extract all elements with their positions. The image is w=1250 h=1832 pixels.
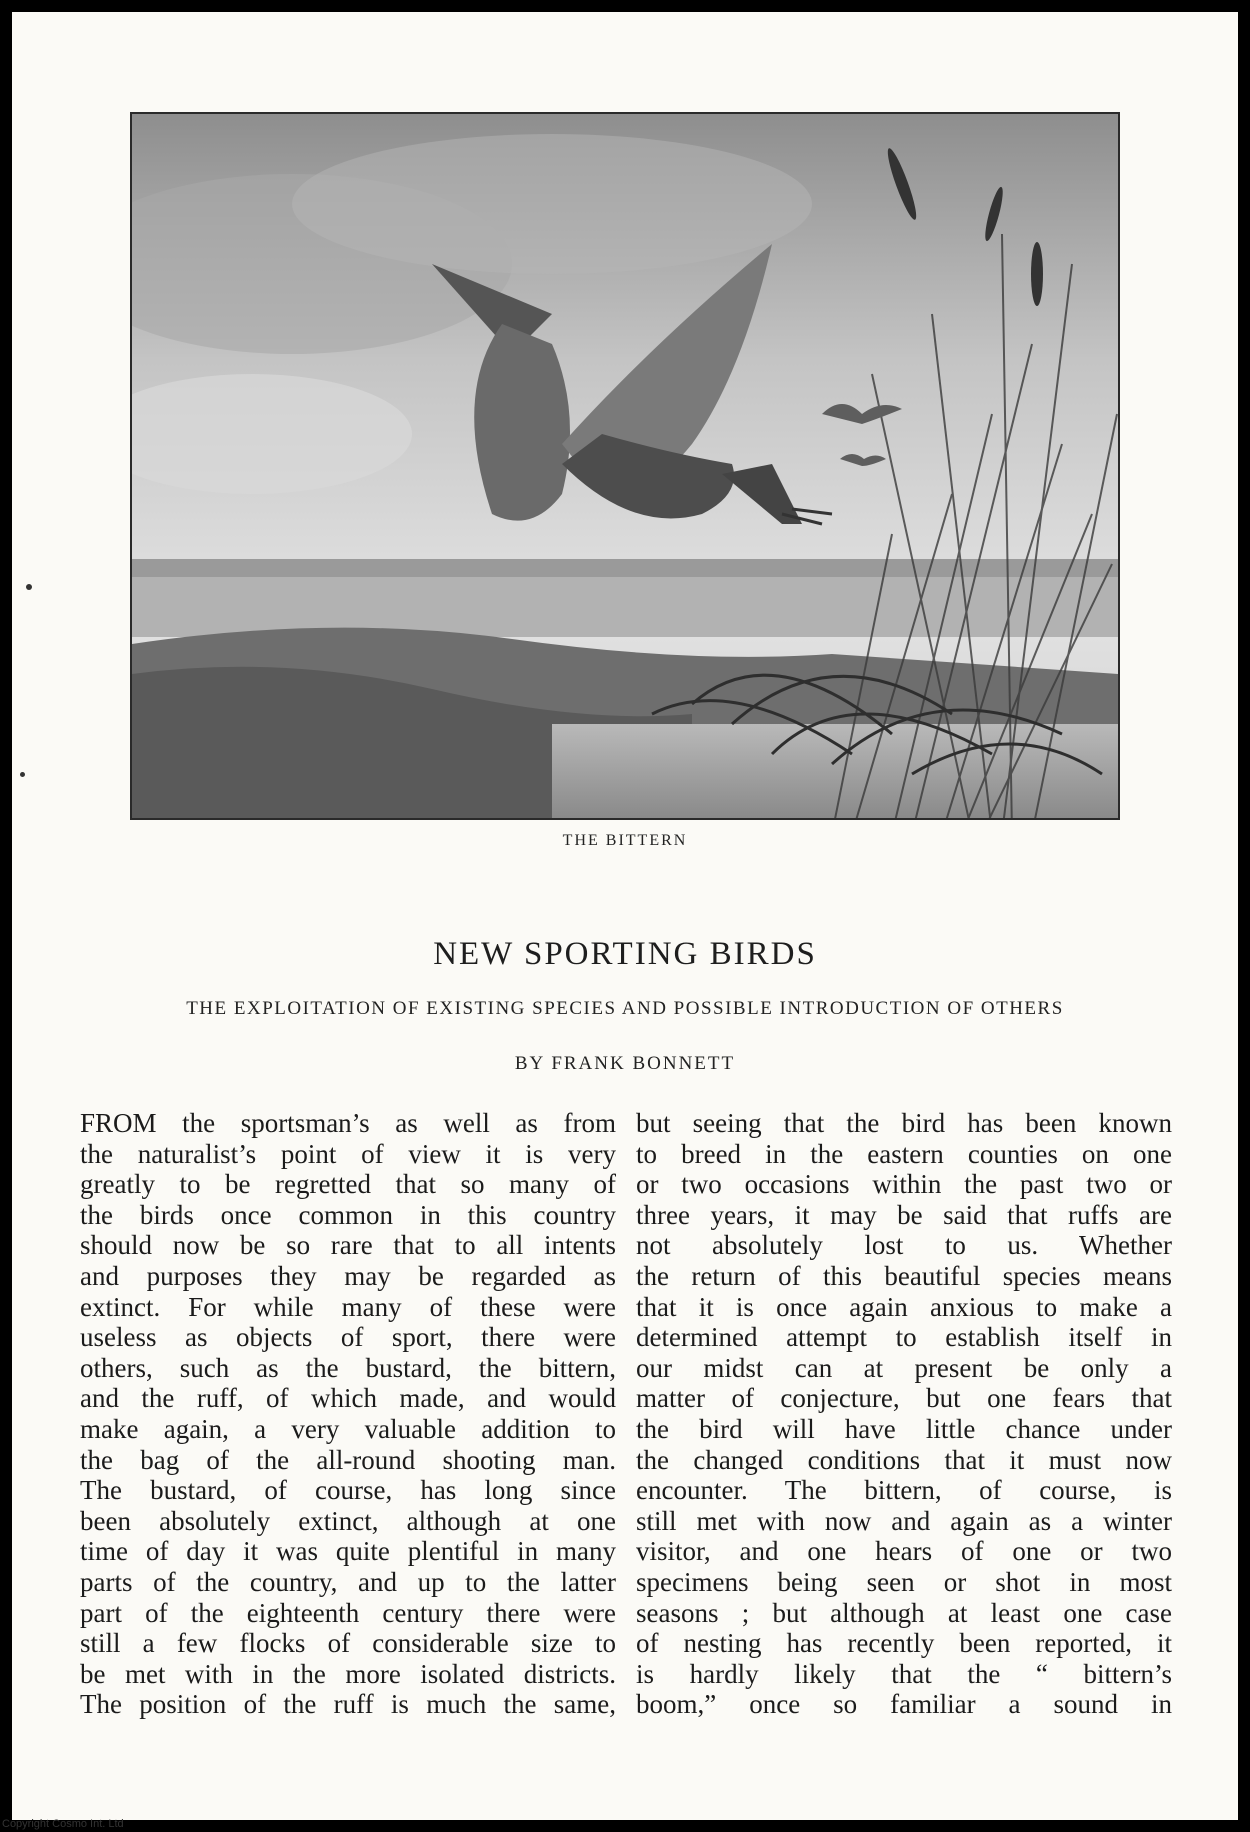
text-line: of nesting has recently been reported, it xyxy=(636,1628,1172,1659)
text-line: the birds once common in this country xyxy=(80,1199,616,1230)
text-line: the bag of the all-round shooting man. xyxy=(80,1444,616,1475)
text-line: visitor, and one hears of one or two xyxy=(636,1536,1172,1567)
text-line: the return of this beautiful species means xyxy=(636,1260,1172,1291)
text-line: the changed conditions that it must now xyxy=(636,1444,1172,1475)
text-line: time of day it was quite plentiful in many xyxy=(80,1536,616,1567)
text-line: should now be so rare that to all intents xyxy=(80,1230,616,1261)
text-line: useless as objects of sport, there were xyxy=(80,1322,616,1353)
text-line: the bird will have little chance under xyxy=(636,1413,1172,1444)
magazine-page xyxy=(12,12,1238,1820)
text-line: The bustard, of course, has long since xyxy=(80,1475,616,1506)
right-column xyxy=(636,1108,1172,1720)
article-title: NEW SPORTING BIRDS xyxy=(433,936,817,972)
text-line: determined attempt to establish itself in xyxy=(636,1322,1172,1353)
text-line: encounter. The bittern, of course, is xyxy=(636,1475,1172,1506)
article-subtitle: THE EXPLOITATION OF EXISTING SPECIES AND POSSIBLE INTRODUCTION OF OTHERS xyxy=(186,998,1064,1019)
text-line: to breed in the eastern counties on one xyxy=(636,1138,1172,1169)
text-line: seasons ; but although at least one case xyxy=(636,1597,1172,1628)
text-line: parts of the country, and up to the latter xyxy=(80,1566,616,1597)
text-line: or two occasions within the past two or xyxy=(636,1169,1172,1200)
text-line: that it is once again anxious to make a xyxy=(636,1291,1172,1322)
text-line: others, such as the bustard, the bittern, xyxy=(80,1352,616,1383)
text-line: extinct. For while many of these were xyxy=(80,1291,616,1322)
text-line: greatly to be regretted that so many of xyxy=(80,1169,616,1200)
print-speck xyxy=(20,772,25,777)
text-line: and purposes they may be regarded as xyxy=(80,1260,616,1291)
text-line: specimens being seen or shot in most xyxy=(636,1566,1172,1597)
text-line: our midst can at present be only a xyxy=(636,1352,1172,1383)
text-line: make again, a very valuable addition to xyxy=(80,1413,616,1444)
print-speck xyxy=(26,584,32,590)
text-line: but seeing that the bird has been known xyxy=(636,1108,1172,1138)
text-line: FROM the sportsman’s as well as from xyxy=(80,1108,616,1138)
text-line: be met with in the more isolated districts. xyxy=(80,1658,616,1689)
text-line: three years, it may be said that ruffs are xyxy=(636,1199,1172,1230)
bittern-engraving xyxy=(132,114,1118,818)
text-line: been absolutely extinct, although at one xyxy=(80,1505,616,1536)
text-line: still a few flocks of considerable size to xyxy=(80,1628,616,1659)
left-column xyxy=(80,1108,616,1720)
text-line: still met with now and again as a winter xyxy=(636,1505,1172,1536)
bittern-illustration xyxy=(130,112,1120,820)
text-line: and the ruff, of which made, and would xyxy=(80,1383,616,1414)
text-line: not absolutely lost to us. Whether xyxy=(636,1230,1172,1261)
text-line: is hardly likely that the “ bittern’s xyxy=(636,1658,1172,1689)
article-byline: BY FRANK BONNETT xyxy=(514,1053,736,1074)
text-line: The position of the ruff is much the same, xyxy=(80,1689,616,1720)
text-line: boom,” once so familiar a sound in xyxy=(636,1689,1172,1720)
text-line: part of the eighteenth century there were xyxy=(80,1597,616,1628)
text-line: the naturalist’s point of view it is very xyxy=(80,1138,616,1169)
illustration-caption: THE BITTERN xyxy=(562,832,688,849)
text-line: matter of conjecture, but one fears that xyxy=(636,1383,1172,1414)
copyright-notice: Copyright Cosmo Int. Ltd xyxy=(2,1818,124,1830)
